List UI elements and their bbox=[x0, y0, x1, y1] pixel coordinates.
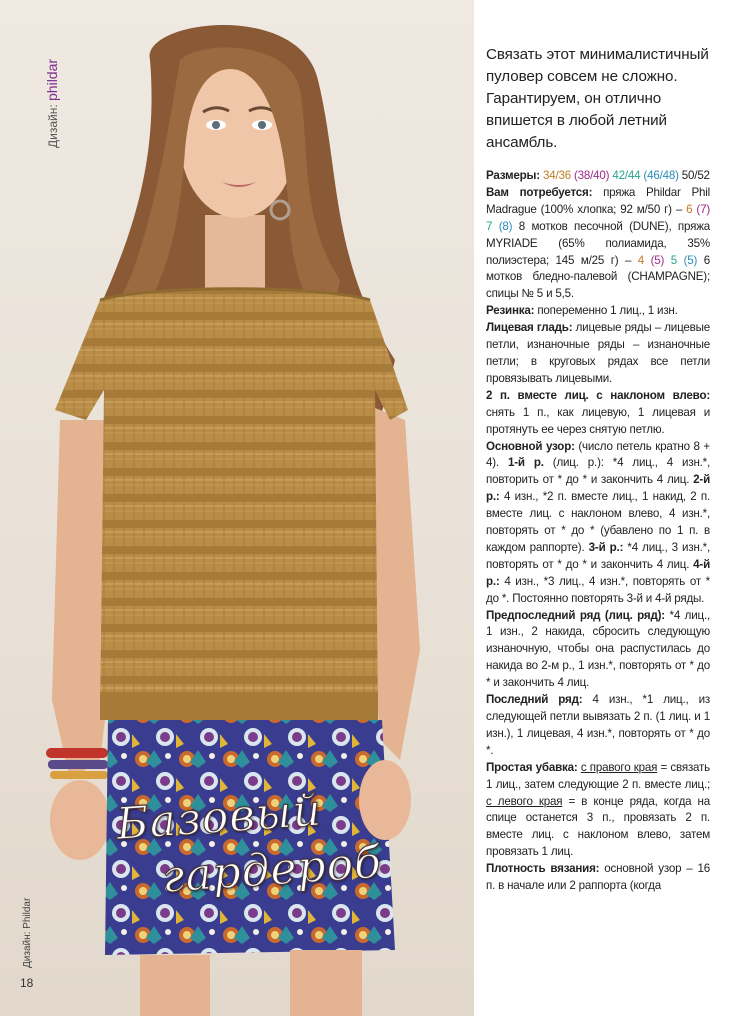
qty-4: (8) bbox=[498, 219, 513, 233]
brand-name: phildar bbox=[44, 58, 60, 101]
size-5: 50/52 bbox=[681, 169, 710, 182]
decrease-right-edge: с правого края bbox=[580, 760, 658, 774]
row-1-label: 1-й р. bbox=[498, 456, 544, 470]
sizes-label: Размеры: bbox=[486, 169, 540, 182]
last-row-text: 4 изн., *1 лиц., из следующей петли вывязать 2 п. (1 лиц. и 1 изн.), 1 лицевая, 4 изн.*, повторять от * до *. bbox=[486, 693, 710, 757]
size-3: 42/44 bbox=[612, 169, 641, 182]
qty-b2: (5) bbox=[650, 253, 665, 267]
main-pattern-text-3: 4 изн., *2 п. вместе лиц., 1 накид, 2 п. вместе лиц. с наклоном влево, 4 изн.*, повторять от * до * (убавлено по 1 п. в каждом раппорте). bbox=[486, 490, 710, 554]
row-2-label: 2-й р.: bbox=[486, 473, 710, 504]
stockinette-section bbox=[486, 320, 710, 388]
qty-b1: 4 bbox=[637, 253, 645, 267]
intro-paragraph: Связать этот минималистичный пуловер совсем не сложно. Гарантируем, он отлично впишется в любой летний ансамбль. bbox=[486, 46, 709, 151]
rib-text: попеременно 1 лиц., 1 изн. bbox=[534, 304, 678, 318]
main-pattern-label: Основной узор: bbox=[486, 439, 575, 453]
materials-text-2: 8 мотков песочной (DUNE), пряжа MYRIADE (65% полиамида, 35% полиэстера; 145 м/25 г) – bbox=[486, 219, 710, 267]
size-2: (38/40) bbox=[574, 169, 610, 182]
qty-b4: (5) bbox=[683, 253, 698, 267]
design-label: Дизайн: bbox=[46, 104, 60, 148]
pattern-spec bbox=[486, 168, 710, 895]
sizes-section bbox=[486, 168, 710, 185]
qty-2: (7) bbox=[696, 202, 710, 216]
rib-section bbox=[486, 303, 710, 320]
last-row-section bbox=[486, 692, 710, 760]
materials-label: Вам потребуется: bbox=[486, 185, 593, 199]
row-4-label: 4-й р.: bbox=[486, 557, 710, 588]
gauge-text: основной узор – 16 п. в начале или 2 раппорта (когда bbox=[486, 862, 711, 893]
decrease-text-1: = связать 1 лиц., затем следующие 2 п. вместе лиц.; bbox=[486, 760, 710, 791]
penultimate-text: *4 лиц., 1 изн., 2 накида, сбросить следующую изнаночную, чтобы она распустилась до накида во 2-м р., 1 изн.*, повторять от * до * и закончить 4 лиц. bbox=[486, 608, 710, 690]
decrease-left-edge: с левого края bbox=[486, 794, 563, 808]
decrease-label: Простая убавка: bbox=[486, 760, 578, 774]
main-pattern-text-5: 4 изн., *3 лиц., 4 изн.*, повторять от * до *. Постоянно повторять 3-й и 4-й ряды. bbox=[486, 574, 710, 605]
materials-text-3: 6 мотков бледно-палевой (CHAMPAGNE); спицы № 5 и 5,5. bbox=[486, 253, 711, 301]
instructions-column bbox=[486, 44, 710, 895]
main-pattern-text-1: (число петель кратно 8 + 4). bbox=[486, 439, 711, 470]
rib-label: Резинка: bbox=[486, 304, 535, 318]
design-credit-bottom: Дизайн: Phildar bbox=[22, 897, 33, 968]
main-pattern-text-4: *4 лиц., 3 изн.*, повторять от * до * и закончить 4 лиц. bbox=[486, 540, 711, 571]
materials-text-1: пряжа Phildar Phil Madrague (100% хлопка; 92 м/50 г) – bbox=[486, 185, 710, 216]
qty-1: 6 bbox=[686, 202, 693, 216]
design-credit-top bbox=[44, 59, 60, 148]
gauge-label: Плотность вязания: bbox=[486, 862, 600, 876]
k2tog-label: 2 п. вместе лиц. с наклоном влево: bbox=[486, 388, 710, 402]
k2tog-text: снять 1 п., как лицевую, 1 лицевая и протянуть ее через снятую петлю. bbox=[486, 405, 710, 436]
row-3-label: 3-й р.: bbox=[584, 540, 624, 554]
main-pattern-section bbox=[486, 439, 710, 608]
page-number: 18 bbox=[20, 976, 34, 990]
stockinette-text: лицевые ряды – лицевые петли, изнаночные ряды – изнаночные петли; в круговых рядах все петли провязывать лицевыми. bbox=[486, 321, 710, 385]
title-overlay bbox=[114, 779, 384, 909]
main-pattern-text-2: (лиц. р.): *4 лиц., 4 изн.*, повторить от * до * и закончить 4 лиц. bbox=[486, 456, 711, 487]
size-1: 34/36 bbox=[542, 169, 571, 182]
decrease-text-2: = в конце ряда, когда на спице останется 3 п., провязать 2 п. вместе лиц. с наклоном влево, затем провязать 1 лиц. bbox=[486, 794, 711, 859]
decrease-section bbox=[486, 760, 710, 861]
size-4: (46/48) bbox=[643, 169, 679, 182]
k2tog-section bbox=[486, 388, 710, 439]
title-line-1: Базовый bbox=[114, 784, 324, 851]
penultimate-section bbox=[486, 608, 710, 693]
materials-section bbox=[486, 185, 710, 303]
qty-b3: 5 bbox=[670, 253, 678, 267]
title-line-2: гардероб bbox=[160, 836, 384, 904]
gauge-section bbox=[486, 861, 710, 895]
stockinette-label: Лицевая гладь: bbox=[486, 321, 573, 335]
penultimate-label: Предпоследний ряд (лиц. ряд): bbox=[486, 608, 665, 622]
last-row-label: Последний ряд: bbox=[486, 693, 583, 707]
qty-3: 7 bbox=[486, 219, 493, 233]
